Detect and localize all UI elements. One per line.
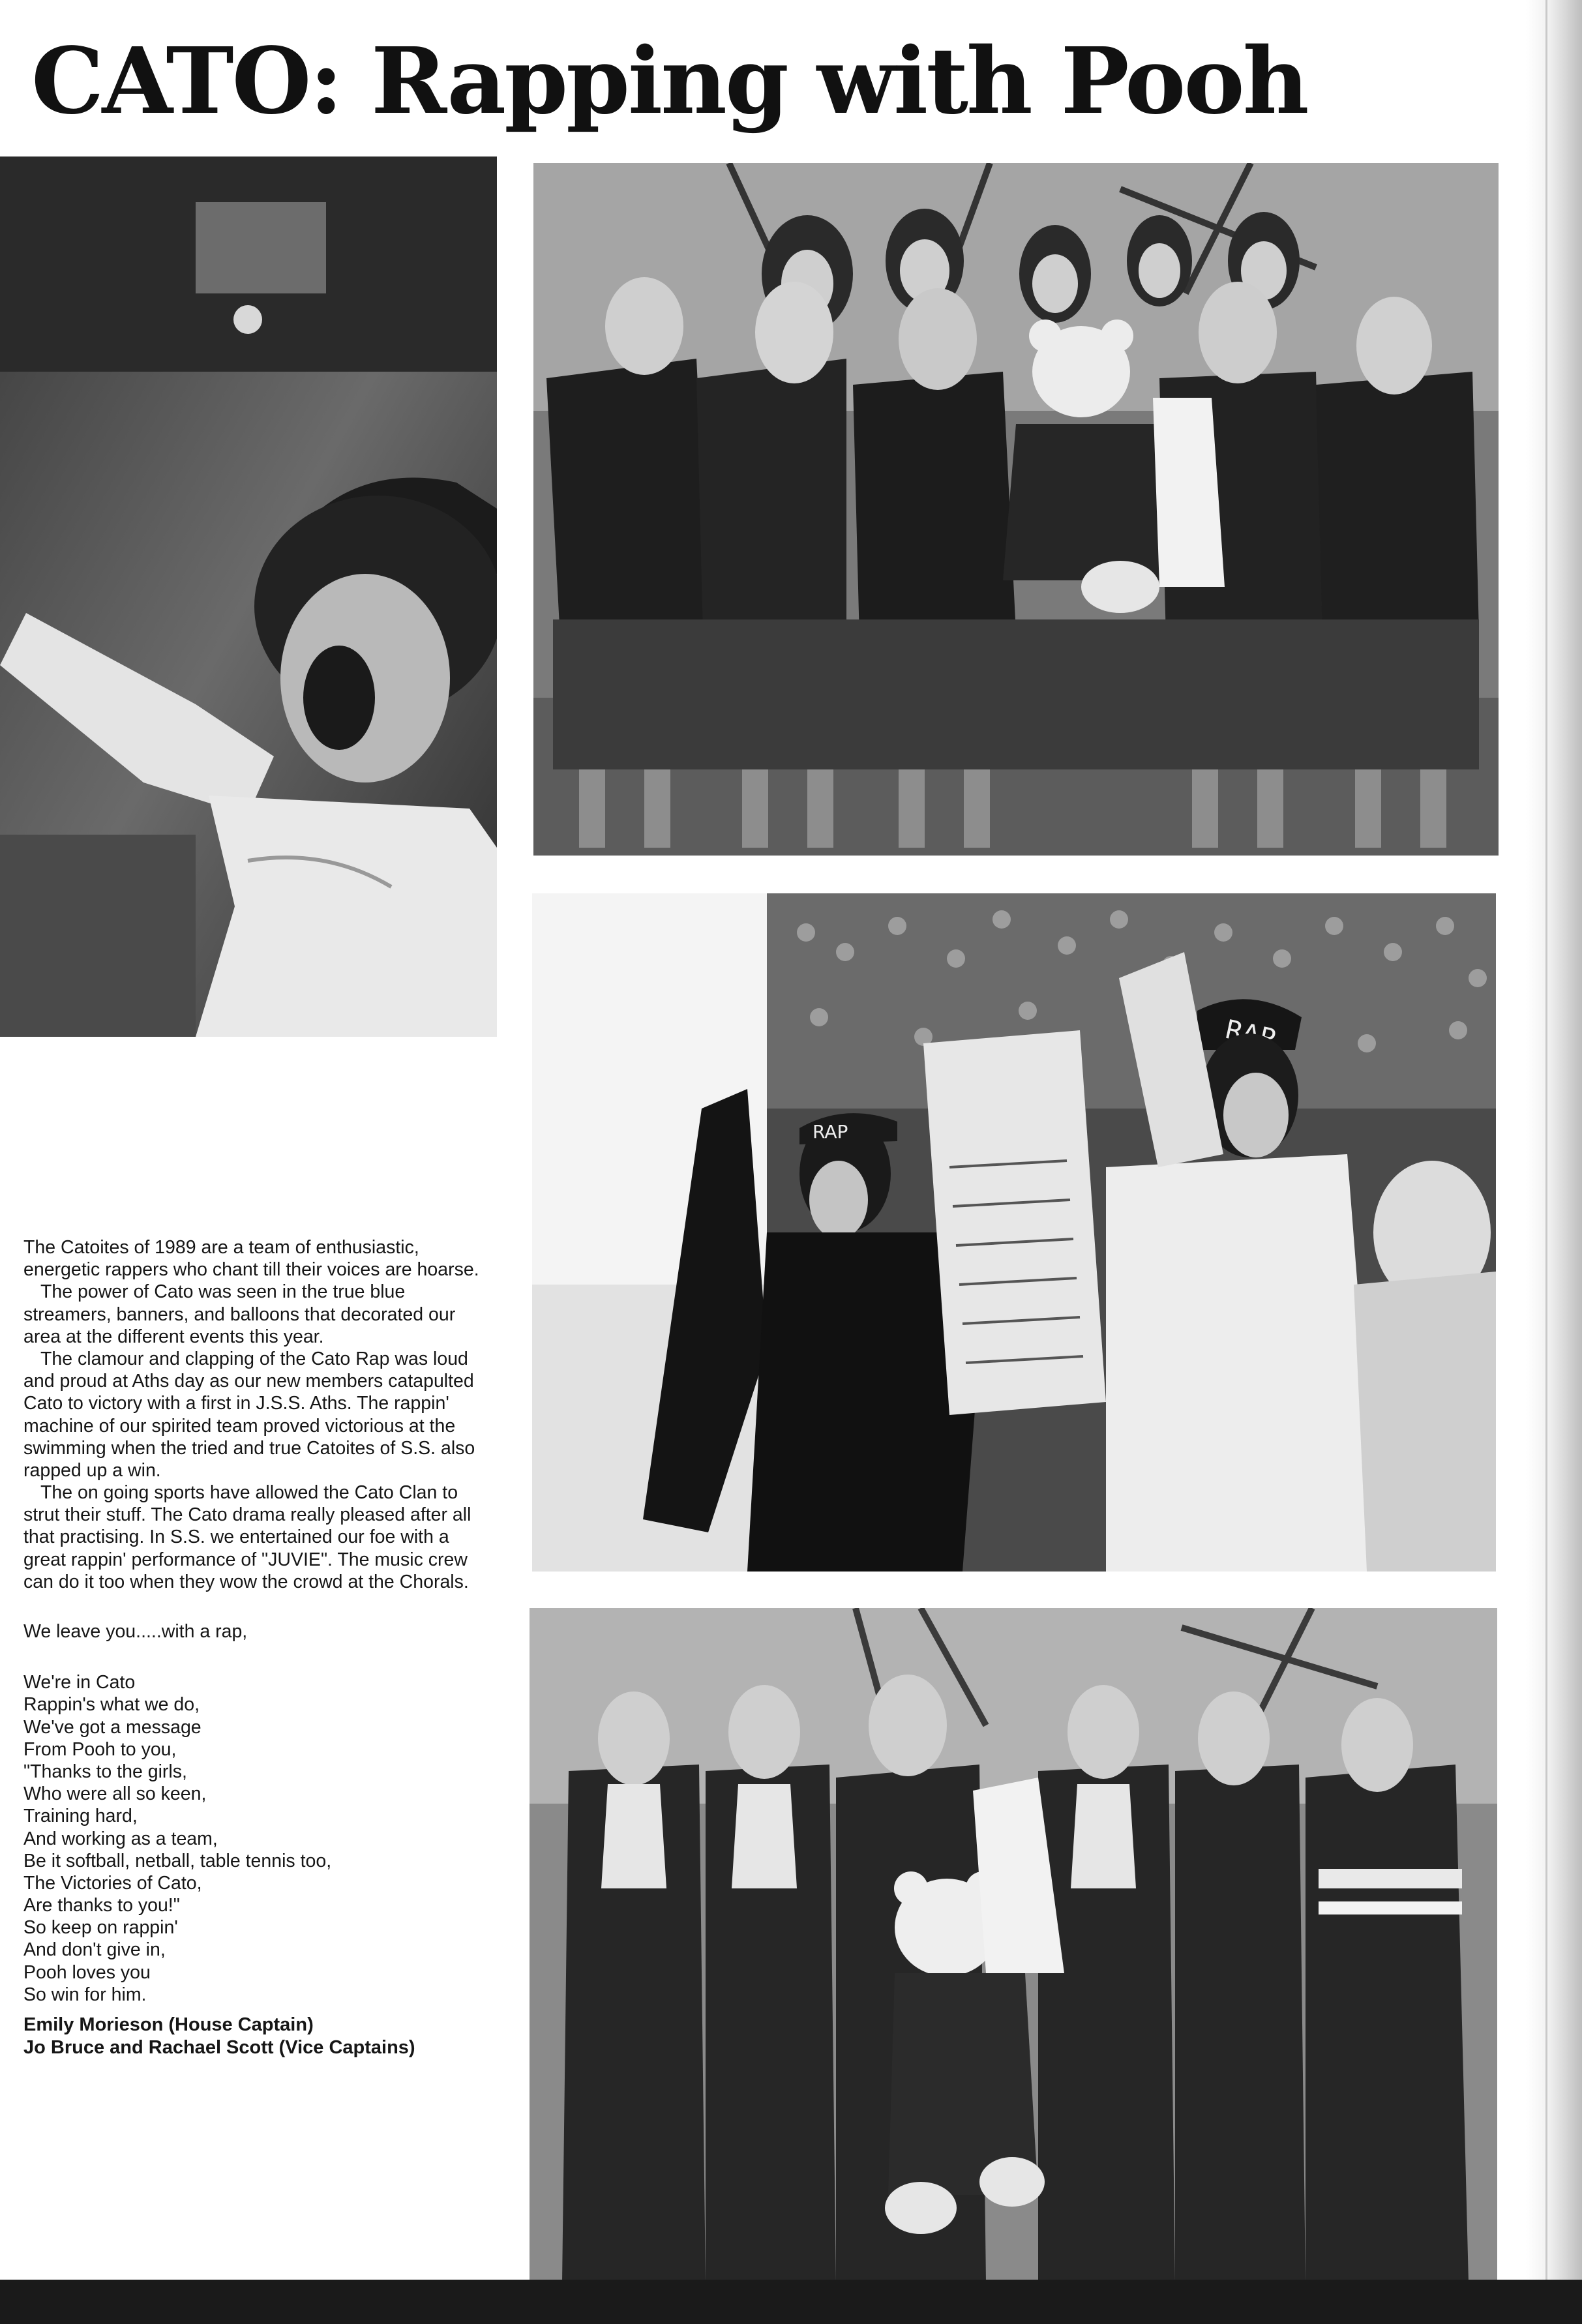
rap-line: Who were all so keen, — [23, 1783, 207, 1805]
rap-line: And working as a team, — [23, 1828, 218, 1849]
credit-house-captain: Emily Morieson (House Captain) — [23, 2014, 314, 2035]
rap-line: So win for him. — [23, 1984, 147, 2005]
photo-rap-girl-shouting — [0, 156, 497, 1037]
rap-line: Rappin's what we do, — [23, 1694, 200, 1716]
cap-rap-text-left: RAP — [813, 1121, 848, 1142]
rap-line: The Victories of Cato, — [23, 1872, 202, 1894]
rap-line: We've got a message — [23, 1716, 201, 1738]
rap-line: Pooh loves you — [23, 1961, 151, 1983]
rap-line: Are thanks to you!" — [23, 1895, 180, 1916]
book-spine-edge — [1526, 0, 1582, 2324]
article-paragraph: The clamour and clapping of the Cato Rap was loud and proud at Aths day as our new members catapulted Cato to victory with a first in J.S.S. Aths. The rappin' machine of our spirited team proved victorious at the swimming when the tried and true Catoites of S.S. also rapped up a win. — [23, 1348, 475, 1481]
rap-line: From Pooh to you, — [23, 1738, 177, 1760]
article-paragraph: The power of Cato was seen in the true blue streamers, banners, and balloons that decorated our area at the different events this year. — [23, 1281, 456, 1347]
article-paragraph: The on going sports have allowed the Cato Clan to strut their stuff. The Cato drama really pleased after all that practising. In S.S. we entertained our foe with a great rappin' performance of "JUVIE". The music crew can do it too when they wow the crowd at the Chorals. — [23, 1482, 471, 1592]
rap-verse — [23, 1671, 493, 2006]
article-paragraph: The Catoites of 1989 are a team of enthusiastic, energetic rappers who chant till their voices are hoarse. — [23, 1237, 479, 1281]
photo-cheering-crowd — [532, 893, 1496, 1572]
photo-house-group-with-pooh — [533, 163, 1499, 856]
rap-line: We're in Cato — [23, 1672, 136, 1693]
page-bottom-edge — [0, 2280, 1582, 2324]
page-title: CATO: Rapping with Pooh — [31, 28, 1307, 135]
article-credits — [23, 2014, 493, 2059]
credit-vice-captains: Jo Bruce and Rachael Scott (Vice Captains) — [23, 2036, 415, 2058]
rap-line: And don't give in, — [23, 1939, 166, 1961]
article-body — [23, 1236, 493, 2059]
rap-line: Be it softball, netball, table tennis too, — [23, 1850, 332, 1871]
photo-group-holding-pooh — [530, 1608, 1497, 2282]
rap-line: Training hard, — [23, 1806, 138, 1827]
article-sign-off: We leave you.....with a rap, — [23, 1621, 248, 1642]
rap-line: So keep on rappin' — [23, 1917, 178, 1939]
rap-line: "Thanks to the girls, — [23, 1761, 187, 1782]
